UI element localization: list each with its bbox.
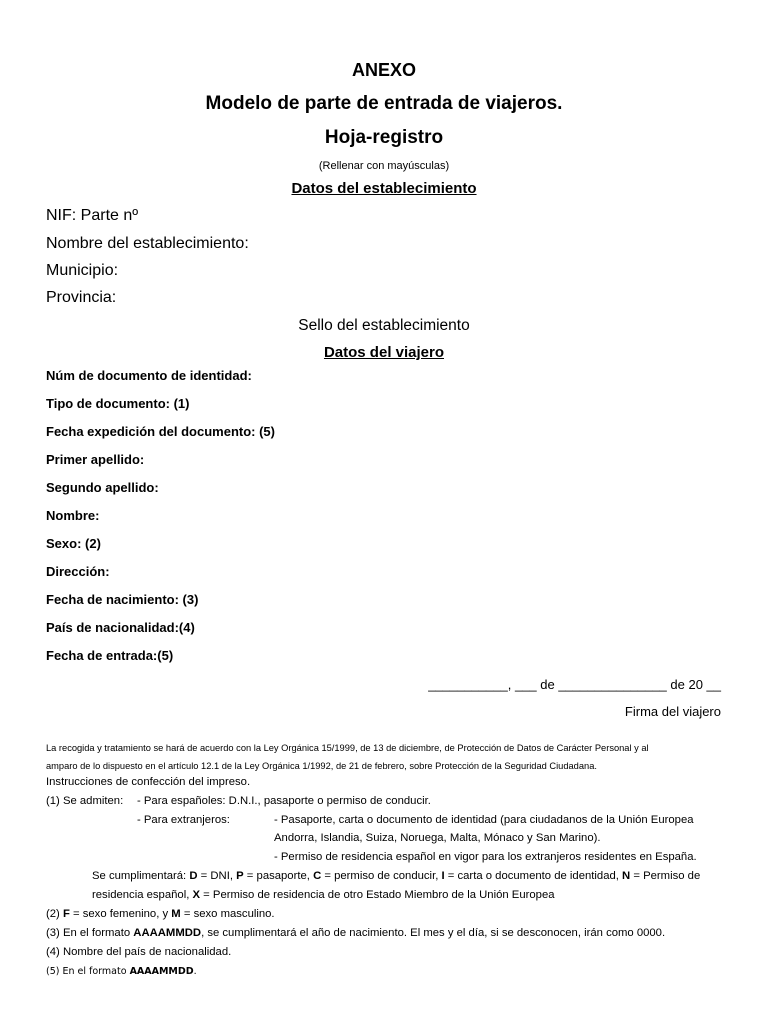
legal-notice-line: La recogida y tratamiento se hará de acuerdo con la Ley Orgánica 15/1999, de 13 de diciembre, de Protección de Datos de Carácter Personal y al <box>46 743 649 753</box>
note-4: (4) Nombre del país de nacionalidad. <box>46 946 232 958</box>
date-line: ___________, ___ de _______________ de 20 __ <box>428 677 721 692</box>
note-2: (2) F = sexo femenino, y M = sexo masculino. <box>46 908 275 920</box>
note-3: (3) En el formato AAAAMMDD, se cumplimentará el año de nacimiento. El mes y el día, si se desconocen, irán como 0000. <box>46 927 666 939</box>
establishment-name-field: Nombre del establecimiento: <box>46 235 249 252</box>
traveler-field: País de nacionalidad:(4) <box>46 620 195 635</box>
traveler-field: Fecha expedición del documento: (5) <box>46 424 275 439</box>
traveler-field: Tipo de documento: (1) <box>46 396 190 411</box>
annex-title: ANEXO <box>351 60 416 80</box>
note-1-foreign-line: Andorra, Islandia, Suiza, Noruega, Malta, Mónaco y San Marino). <box>274 832 601 844</box>
traveler-field: Nombre: <box>46 508 100 523</box>
note-1-foreign-line: - Pasaporte, carta o documento de identidad (para ciudadanos de la Unión Europea <box>274 814 694 826</box>
traveler-field: Segundo apellido: <box>46 480 159 495</box>
traveler-field: Primer apellido: <box>46 452 145 467</box>
note-1-spanish: - Para españoles: D.N.I., pasaporte o permiso de conducir. <box>137 795 431 807</box>
form-subtitle: Hoja-registro <box>324 127 444 148</box>
fill-instruction: (Rellenar con mayúsculas) <box>318 160 450 172</box>
establishment-province-field: Provincia: <box>46 289 117 306</box>
note-1-foreign-label: - Para extranjeros: <box>137 814 230 826</box>
traveler-field: Sexo: (2) <box>46 536 101 551</box>
traveler-field: Dirección: <box>46 564 110 579</box>
instructions-heading: Instrucciones de confección del impreso. <box>46 776 251 788</box>
note-1-label: (1) Se admiten: <box>46 795 124 807</box>
codes-line-cont: residencia español, X = Permiso de residencia de otro Estado Miembro de la Unión Europea <box>92 889 555 901</box>
traveler-field: Fecha de entrada:(5) <box>46 648 174 663</box>
signature-label: Firma del viajero <box>624 704 721 719</box>
note-5: (5) En el formato AAAAMMDD. <box>46 966 197 977</box>
note-1-foreign-line: - Permiso de residencia español en vigor para los extranjeros residentes en España. <box>274 851 697 863</box>
traveler-field: Fecha de nacimiento: (3) <box>46 592 199 607</box>
establishment-section-heading: Datos del establecimiento <box>291 180 477 197</box>
establishment-seal-label: Sello del establecimiento <box>298 317 470 334</box>
codes-line: Se cumplimentará: D = DNI, P = pasaporte, C = permiso de conducir, I = carta o documento de identidad, N = Permiso de <box>92 870 701 882</box>
establishment-municipality-field: Municipio: <box>46 262 119 279</box>
establishment-nif-field: NIF: Parte nº <box>46 207 139 224</box>
legal-notice-line: amparo de lo dispuesto en el artículo 12.1 de la Ley Orgánica 1/1992, de 21 de febrero, sobre Protección de la Seguridad Ciudadana. <box>46 761 597 771</box>
traveler-field: Núm de documento de identidad: <box>46 368 252 383</box>
form-title: Modelo de parte de entrada de viajeros. <box>205 93 563 114</box>
traveler-section-heading: Datos del viajero <box>323 344 445 361</box>
